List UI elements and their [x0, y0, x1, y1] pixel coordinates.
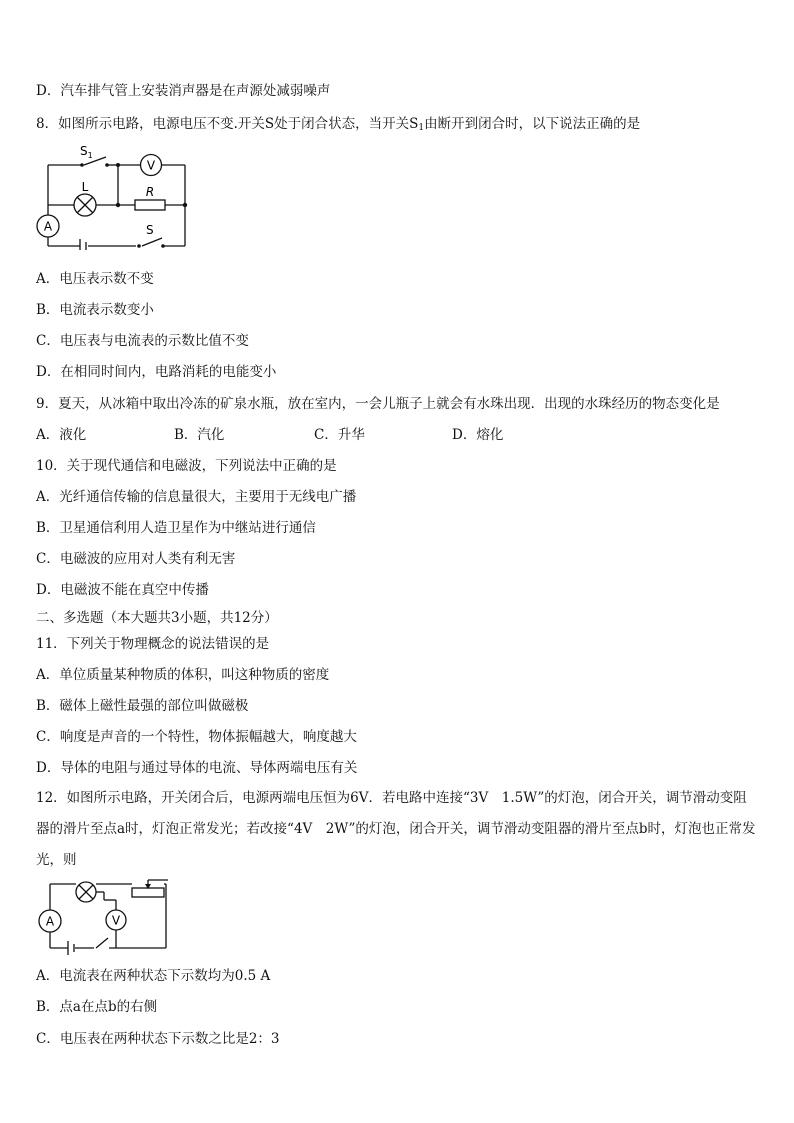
- q9-option-b: B．汽化: [174, 427, 225, 443]
- q10-option-b: B．卫星通信利用人造卫星作为中继站进行通信: [36, 520, 316, 536]
- section-title-multiple-choice: 二、多选题（本大题共3小题，共12分）: [36, 610, 278, 626]
- q12-option-b: B．点a在点b的右侧: [36, 999, 158, 1015]
- q9-stem: 9．夏天，从冰箱中取出冷冻的矿泉水瓶，放在室内，一会儿瓶子上就会有水珠出现．出现的水珠经历的物态变化是: [36, 396, 720, 412]
- q11-option-b: B．磁体上磁性最强的部位叫做磁极: [36, 698, 249, 714]
- q9-option-c: C．升华: [314, 427, 365, 443]
- voltmeter-label: V: [111, 913, 121, 928]
- q11-option-c: C．响度是声音的一个特性，物体振幅越大，响度越大: [36, 729, 357, 745]
- q9-option-a: A．液化: [36, 427, 87, 443]
- ammeter-label: A: [45, 914, 55, 929]
- switch-s-label: S: [146, 223, 154, 237]
- q8-option-b: B．电流表示数变小: [36, 302, 154, 318]
- q11-option-d: D．导体的电阻与通过导体的电流、导体两端电压有关: [36, 760, 358, 776]
- q8-option-c: C．电压表与电流表的示数比值不变: [36, 333, 249, 349]
- circuit-diagram-q12: [36, 876, 176, 960]
- q12-option-a: A．电流表在两种状态下示数均为0.5 A: [36, 968, 271, 984]
- circuit-diagram-q8: [36, 145, 196, 250]
- q10-stem: 10．关于现代通信和电磁波，下列说法中正确的是: [36, 458, 337, 474]
- resistor-label: R: [145, 185, 155, 199]
- q11-option-a: A．单位质量某种物质的体积，叫这种物质的密度: [36, 667, 330, 683]
- q10-option-a: A．光纤通信传输的信息量很大，主要用于无线电广播: [36, 489, 357, 505]
- q12-option-c: C．电压表在两种状态下示数之比是2：3: [36, 1031, 280, 1047]
- q8-option-d: D．在相同时间内，电路消耗的电能变小: [36, 364, 277, 380]
- switch-s1-label: $S_1$: [80, 145, 93, 160]
- q9-option-d: D．熔化: [452, 427, 504, 443]
- voltmeter-label: V: [146, 158, 156, 173]
- q10-option-d: D．电磁波不能在真空中传播: [36, 582, 209, 598]
- q11-stem: 11．下列关于物理概念的说法错误的是: [36, 636, 270, 652]
- q7-option-d: D．汽车排气管上安装消声器是在声源处减弱噪声: [36, 83, 331, 99]
- q8-option-a: A．电压表示数不变: [36, 271, 154, 287]
- lamp-label: L: [81, 180, 89, 194]
- q12-stem: 12．如图所示电路，开关闭合后，电源两端电压恒为6V．若电路中连接“3V 1.5W”的灯泡，闭合开关，调节滑动变阻器的滑片至点a时，灯泡正常发光；若改接“4V 2W”的灯泡，闭合开关，调节滑动变阻器的滑片至点b时，灯泡也正常发光，则: [36, 790, 756, 868]
- q10-option-c: C．电磁波的应用对人类有利无害: [36, 551, 236, 567]
- q8-stem: 8．如图所示电路，电源电压不变.开关S处于闭合状态，当开关$S_1$由断开到闭合时，以下说法正确的是: [36, 116, 641, 133]
- ammeter-label: A: [43, 219, 53, 234]
